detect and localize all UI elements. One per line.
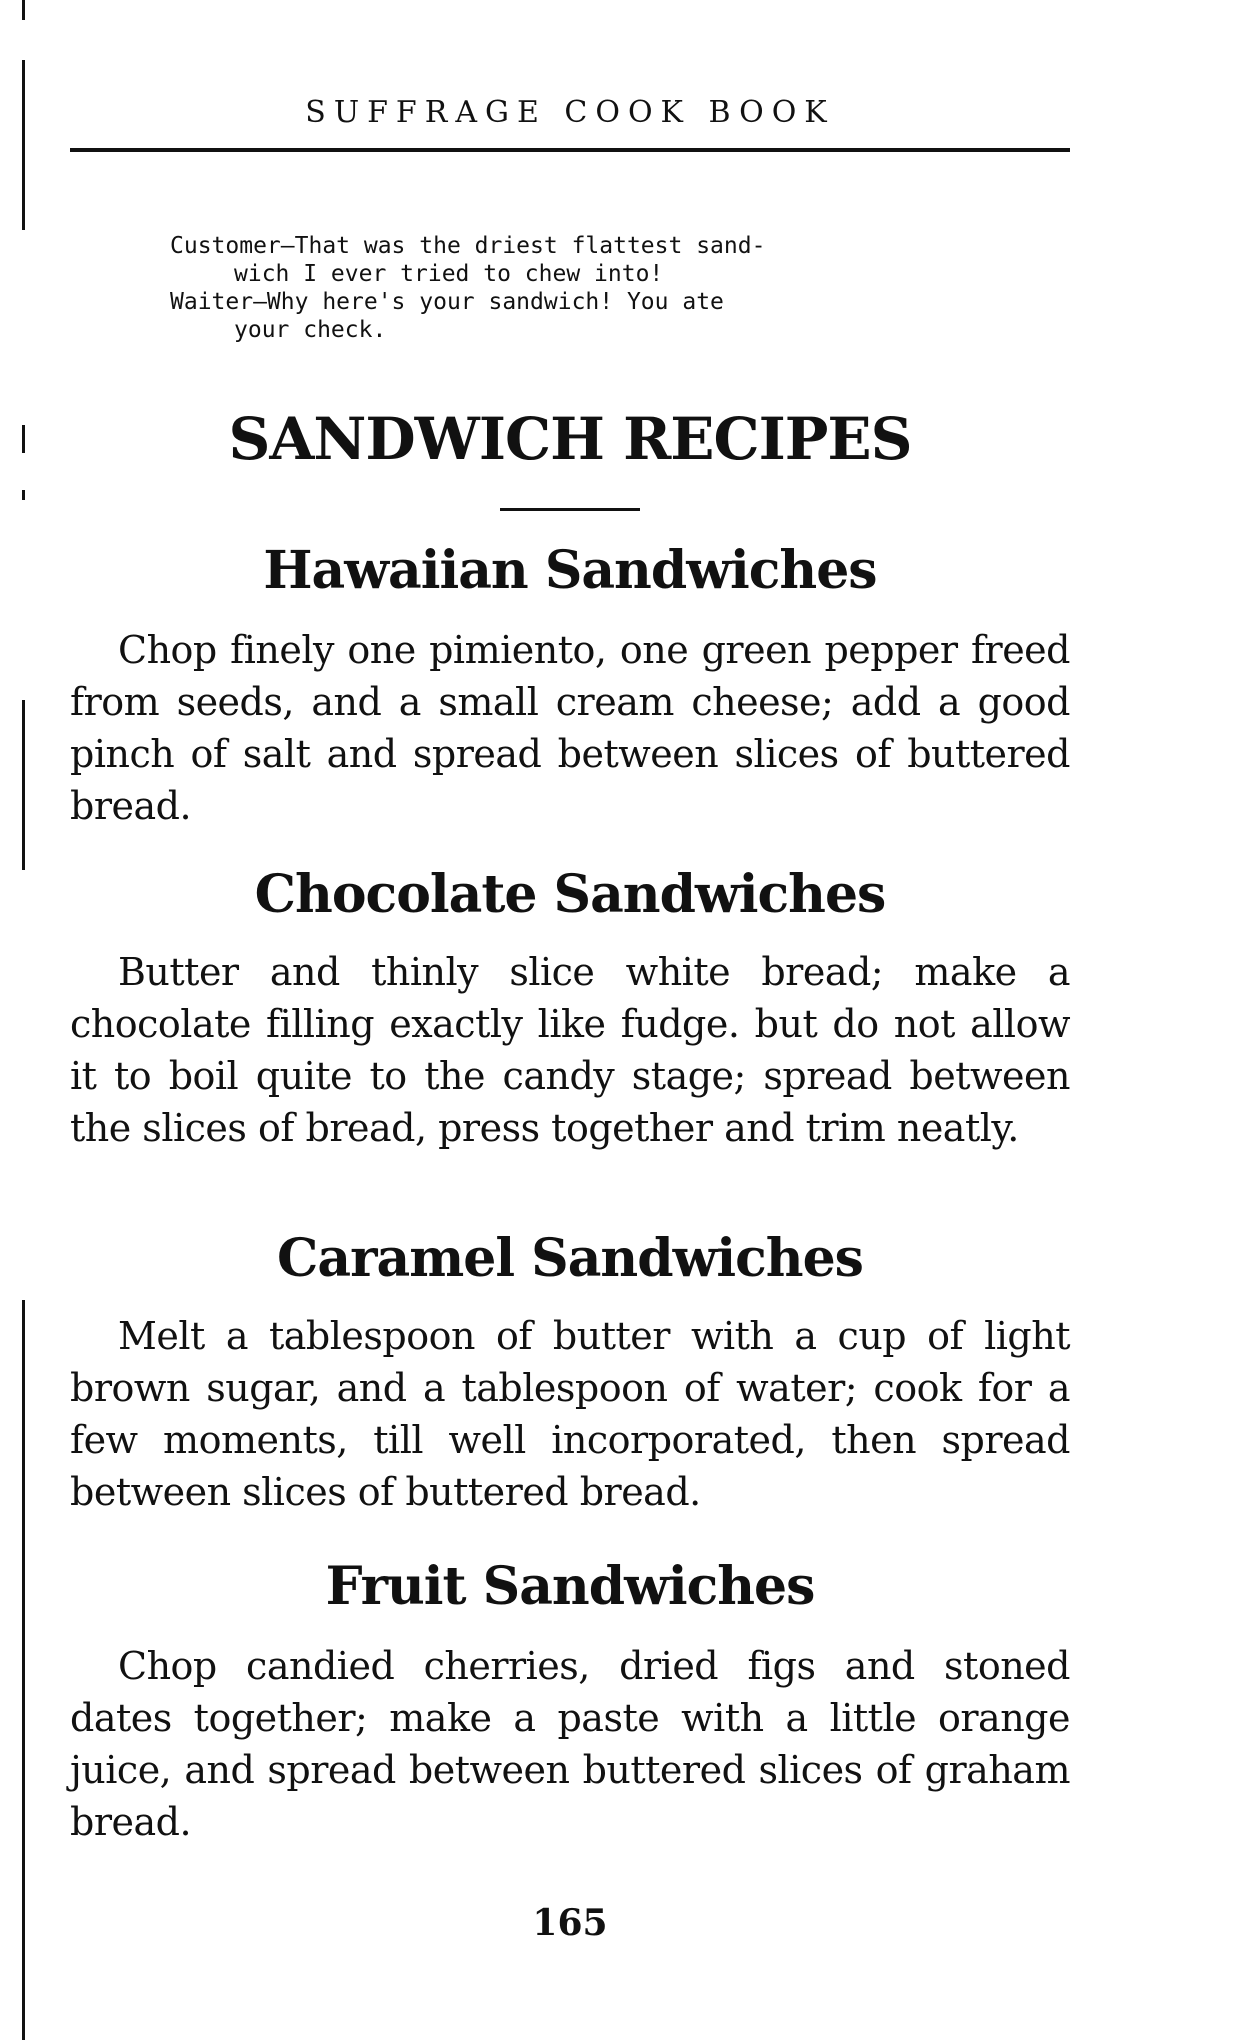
recipe-title-fruit: Fruit Sandwiches xyxy=(325,1556,815,1617)
scan-edge-mark xyxy=(22,490,25,500)
joke-line: wich I ever tried to chew into! xyxy=(234,261,664,287)
recipe-title-caramel: Caramel Sandwiches xyxy=(277,1228,863,1289)
recipe-title-chocolate: Chocolate Sandwiches xyxy=(254,864,886,925)
section-title: SANDWICH RECIPES xyxy=(228,405,912,473)
running-head: SUFFRAGE COOK BOOK xyxy=(305,95,835,130)
recipe-title-hawaiian: Hawaiian Sandwiches xyxy=(263,540,877,601)
scan-edge-mark xyxy=(22,0,25,20)
scan-edge-mark xyxy=(22,425,25,453)
recipe-body-caramel: Melt a tablespoon of butter with a cup of light brown sugar, and a tablespoon of water; cook for a few moments, till well incorporated, then spread between slices of buttered bread. xyxy=(70,1314,1070,1514)
joke-block xyxy=(170,232,970,344)
recipe-body-fruit: Chop candied cherries, dried figs and stoned dates together; make a paste with a little orange juice, and spread between buttered slices of graham bread. xyxy=(70,1644,1070,1844)
page-number: 165 xyxy=(532,1902,608,1944)
joke-line: Waiter—Why here's your sandwich! You ate xyxy=(170,289,724,315)
joke-line: your check. xyxy=(234,317,387,343)
scan-edge-mark xyxy=(22,700,25,870)
header-rule xyxy=(70,148,1070,152)
title-rule xyxy=(500,508,640,511)
recipe-body-chocolate: Butter and thinly slice white bread; make a chocolate filling exactly like fudge. but do not allow it to boil quite to the candy stage; spread between the slices of bread, press together and trim neatly. xyxy=(70,950,1070,1150)
recipe-body-hawaiian: Chop finely one pimiento, one green pepper freed from seeds, and a small cream cheese; add a good pinch of salt and spread between slices of buttered bread. xyxy=(70,628,1070,828)
scan-edge-mark xyxy=(22,1300,25,2040)
scan-edge-mark xyxy=(22,60,25,230)
joke-line: Customer—That was the driest flattest sand- xyxy=(170,233,766,259)
